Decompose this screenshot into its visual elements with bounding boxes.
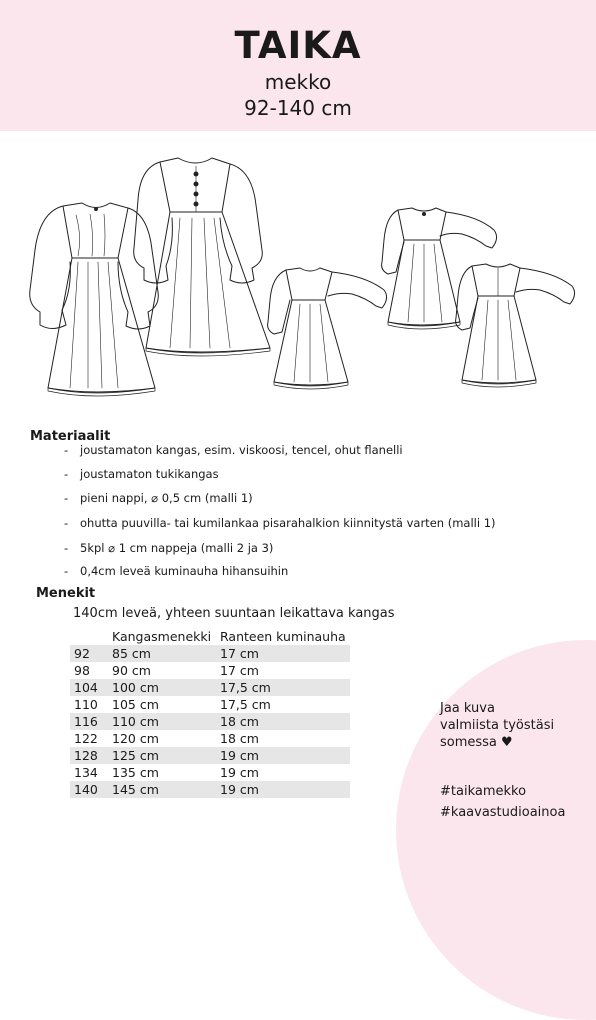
hashtag: #taikamekko xyxy=(440,784,527,799)
materials-title: Materiaalit xyxy=(30,429,111,444)
pattern-title: TAIKA xyxy=(234,24,362,67)
dress-e-drawing xyxy=(456,264,575,387)
list-item: - joustamaton kangas, esim. viskoosi, tencel, ohut flanelli xyxy=(64,443,403,457)
list-item: - pieni nappi, ⌀ 0,5 cm (malli 1) xyxy=(64,491,253,505)
hashtag: #kaavastudioainoa xyxy=(440,805,566,820)
column-header-elastic: Ranteen kuminauha xyxy=(220,629,346,644)
yardage-table xyxy=(70,628,350,798)
table-row: 134 135 cm 19 cm xyxy=(74,765,259,780)
dress-illustrations xyxy=(0,140,596,410)
column-header-fabric: Kangasmenekki xyxy=(112,629,212,644)
table-row: 110 105 cm 17,5 cm xyxy=(74,697,271,712)
table-row: 140 145 cm 19 cm xyxy=(70,781,350,798)
list-item: - 0,4cm leveä kuminauha hihansuihin xyxy=(64,564,289,578)
pink-circle-decoration xyxy=(396,640,596,1020)
table-header-row xyxy=(70,628,350,645)
table-row: 122 120 cm 18 cm xyxy=(74,731,259,746)
share-text: Jaa kuva valmiista työstäsi somessa ♥ xyxy=(440,701,555,750)
size-range: 92-140 cm xyxy=(244,96,352,120)
table-row: 98 90 cm 17 cm xyxy=(74,663,259,678)
dress-a-drawing xyxy=(30,203,159,396)
dress-c-drawing xyxy=(268,268,387,389)
dress-d-drawing xyxy=(382,208,497,329)
column-header-size xyxy=(70,628,108,645)
table-row: 128 125 cm 19 cm xyxy=(70,747,350,764)
table-row: 92 85 cm 17 cm xyxy=(70,645,350,662)
yardage-title: Menekit xyxy=(36,586,96,601)
list-item: - ohutta puuvilla- tai kumilankaa pisarahalkion kiinnitystä varten (malli 1) xyxy=(64,516,496,530)
list-item: - joustamaton tukikangas xyxy=(64,467,219,481)
table-row: 104 100 cm 17,5 cm xyxy=(70,679,350,696)
list-item: - 5kpl ⌀ 1 cm nappeja (malli 2 ja 3) xyxy=(64,541,274,555)
header-banner xyxy=(0,0,596,131)
fabric-note: 140cm leveä, yhteen suuntaan leikattava kangas xyxy=(73,606,395,621)
hashtags xyxy=(440,781,565,823)
pattern-subtitle: mekko xyxy=(264,70,332,94)
dress-b-drawing xyxy=(134,158,270,356)
table-row: 116 110 cm 18 cm xyxy=(70,713,350,730)
